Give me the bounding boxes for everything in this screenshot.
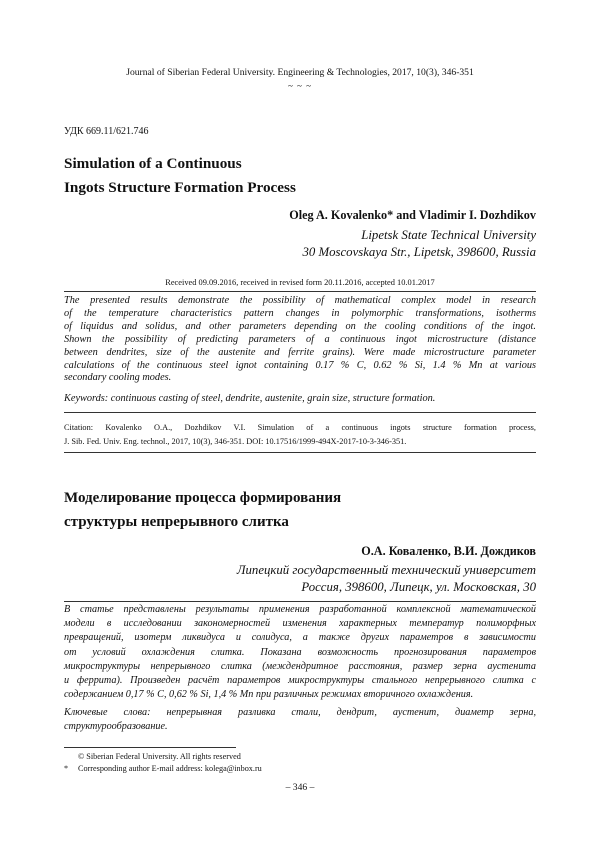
page-number: – 346 – — [285, 782, 315, 793]
header-separator: ~ ~ ~ — [287, 81, 313, 91]
russian-abstract-line: модели в исследовании закономерностей изменения характерных температур полиморфных — [64, 618, 536, 630]
english-abstract — [64, 295, 536, 385]
russian-title — [64, 486, 341, 534]
russian-abstract-top-rule — [64, 601, 536, 602]
russian-keywords — [64, 706, 536, 734]
citation-bottom-rule — [64, 452, 536, 453]
citation-top-rule — [64, 412, 536, 413]
english-keywords: Keywords: continuous casting of steel, dendrite, austenite, grain size, structure formation. — [64, 393, 436, 404]
udk-code: УДК 669.11/621.746 — [64, 126, 149, 137]
abstract-top-rule — [64, 291, 536, 292]
russian-abstract-line: и феррита). Произведен расчёт параметров микроструктуры стального непрерывного слитка с — [64, 675, 536, 687]
journal-header: Journal of Siberian Federal University. Engineering & Technologies, 2017, 10(3), 346-351 — [126, 67, 474, 78]
footnote-mark: * — [64, 764, 69, 773]
footnote-corresponding — [64, 764, 262, 773]
abstract-line: between dendrites, size of the austenite and ferrite grains). Were made microstructure parameter — [64, 346, 536, 358]
russian-affiliation-line: Россия, 398600, Липецк, ул. Московская, 30 — [301, 580, 536, 594]
footnote-text: © Siberian Federal University. All rights reserved — [78, 752, 241, 761]
english-title-line: Ingots Structure Formation Process — [64, 179, 296, 196]
russian-abstract-line: микроструктуры непрерывного слитка (междендритное расстояния, размер зерна аустенита — [64, 660, 536, 672]
english-authors: Oleg A. Kovalenko* and Vladimir I. Dozhdikov — [289, 208, 536, 222]
abstract-line: calculations of the continuous steel ignot containing 0.17 % C, 0.62 % Si, 1.4 % Mn at various — [64, 359, 536, 371]
citation-line: Citation: Kovalenko O.A., Dozhdikov V.I. Simulation of a continuous ingots structure formation process, — [64, 423, 536, 432]
abstract-line: The presented results demonstrate the possibility of mathematical complex model in research — [64, 295, 536, 306]
citation-line: J. Sib. Fed. Univ. Eng. technol., 2017, 10(3), 346-351. DOI: 10.17516/1999-494X-2017-10-3-346-351. — [64, 436, 407, 446]
russian-abstract-line: содержанием 0,17 % C, 0,62 % Si, 1,4 % Mn при различных режимах вторичного охлаждения. — [64, 689, 474, 701]
english-title — [64, 152, 296, 200]
citation — [64, 421, 536, 448]
footnote-copyright — [64, 752, 241, 761]
abstract-line: secondary cooling modes. — [64, 372, 172, 384]
english-affiliation-line: Lipetsk State Technical University — [361, 228, 536, 242]
abstract-line: of liquidus and solidus, and other parameters depending on the cooling conditions of the ingot. — [64, 320, 536, 332]
footnote-rule — [64, 747, 236, 748]
russian-title-line: структуры непрерывного слитка — [64, 514, 289, 530]
abstract-line: of the temperature characteristics pattern changes in polymorphic transformations, isotherms — [64, 307, 536, 319]
english-title-line: Simulation of a Continuous — [64, 155, 242, 172]
russian-keywords-line: Ключевые слова: непрерывная разливка стали, дендрит, аустенит, диаметр зерна, — [64, 707, 536, 718]
russian-abstract-line: от условий охлаждения слитка. Показана возможность прогнозирования параметров — [64, 646, 536, 658]
russian-authors: О.А. Коваленко, В.И. Дождиков — [361, 544, 536, 558]
russian-abstract-line: В статье представлены результаты применения разработанной комплексной математической — [64, 604, 536, 615]
russian-abstract — [64, 603, 536, 702]
russian-title-line: Моделирование процесса формирования — [64, 490, 342, 506]
received-dates: Received 09.09.2016, received in revised form 20.11.2016, accepted 10.01.2017 — [165, 278, 435, 287]
english-affiliation-line: 30 Moscovskaya Str., Lipetsk, 398600, Russia — [302, 245, 536, 259]
russian-abstract-line: превращений, изотерм ликвидуса и солидуса, а также других параметров в зависимости — [64, 632, 536, 644]
footnote-text: Corresponding author E-mail address: kolega@inbox.ru — [78, 764, 262, 773]
abstract-line: Shown the possibility of predicting parameters of a continuous ingot microstructure (distance — [64, 333, 536, 345]
russian-keywords-line: структурообразование. — [64, 721, 168, 732]
russian-affiliation-line: Липецкий государственный технический университет — [236, 563, 536, 577]
